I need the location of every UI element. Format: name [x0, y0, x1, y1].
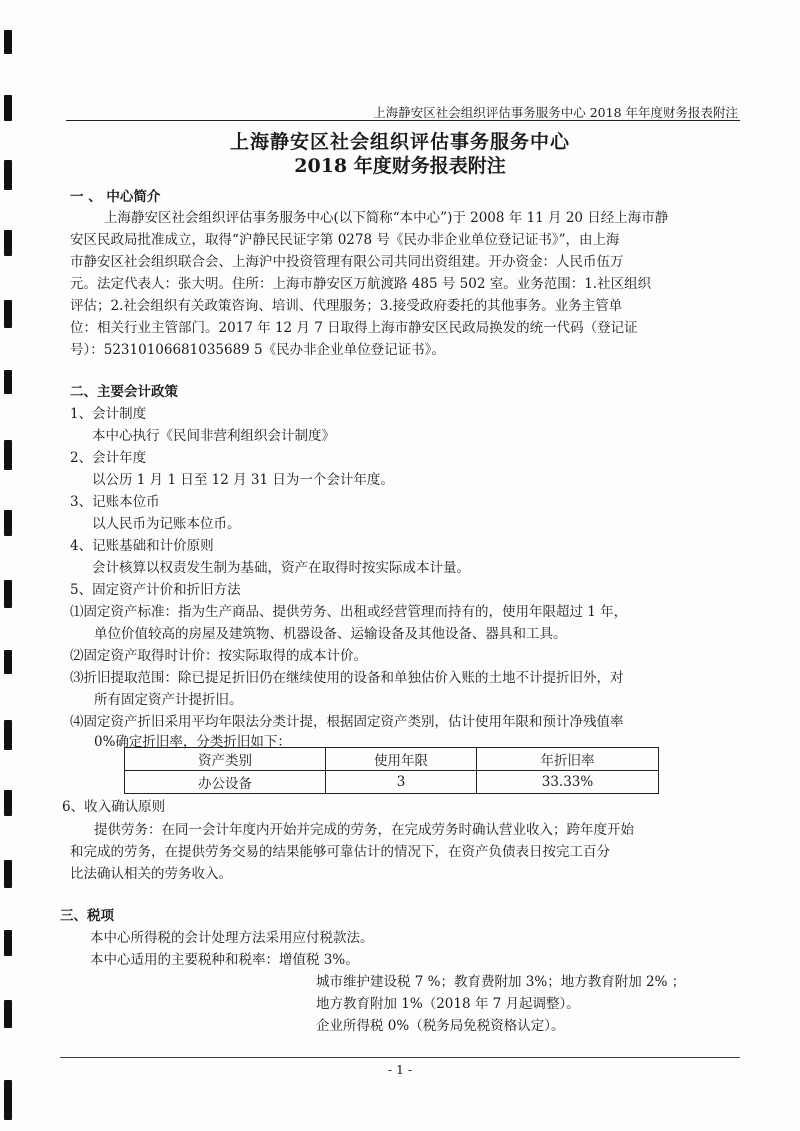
revenue-line: 比法确认相关的劳务收入。: [70, 866, 232, 882]
item-title: 1、会计制度: [70, 406, 147, 422]
item-title: 2、会计年度: [70, 450, 147, 466]
fixed-asset-line: ⑴固定资产标准：指为生产商品、提供劳务、出租或经营管理而持有的，使用年限超过 1 年，: [70, 604, 628, 620]
section-heading: 三、税项: [60, 908, 114, 924]
item-body: 以公历 1 月 1 日至 12 月 31 日为一个会计年度。: [92, 472, 394, 488]
tax-line: 本中心适用的主要税种和税率：增值税 3%。: [90, 952, 359, 968]
table-header-row: [125, 748, 659, 771]
paragraph-line: 安区民政局批准成立，取得“沪静民民证字第 0278 号《民办非企业单位登记证书》”，由上海: [70, 232, 620, 248]
paragraph-line: 号）：52310106681035689 5《民办非企业单位登记证书》。: [70, 342, 445, 358]
tax-subline: 城市维护建设税 7 %；教育费附加 3%；地方教育附加 2% ；: [316, 974, 686, 990]
paragraph-line: 元。法定代表人：张大明。住所：上海市静安区万航渡路 485 号 502 室。业务范围：1.社区组织: [70, 276, 652, 292]
tax-subline: 地方教育附加 1%（2018 年 7 月起调整）。: [316, 996, 580, 1012]
fixed-asset-line: 所有固定资产计提折旧。: [94, 692, 243, 708]
table-header-cell: 资产类别: [125, 748, 326, 771]
revenue-line: 提供劳务：在同一会计年度内开始并完成的劳务，在完成劳务时确认营业收入；跨年度开始: [94, 822, 634, 838]
running-header: 上海静安区社会组织评估事务服务中心 2018 年年度财务报表附注: [373, 105, 738, 120]
fixed-asset-line: 单位价值较高的房屋及建筑物、机器设备、运输设备及其他设备、器具和工具。: [94, 626, 567, 642]
document-title: 上海静安区社会组织评估事务服务中心: [229, 131, 570, 153]
item-title: 6、收入确认原则: [62, 799, 166, 815]
paragraph-line: 市静安区社会组织联合会、上海沪中投资管理有限公司共同出资组建。开办资金：人民币伍万: [70, 254, 624, 270]
paragraph-line: 上海静安区社会组织评估事务服务中心(以下简称“本中心”)于 2008 年 11 月 20 日经上海市静: [104, 210, 669, 226]
page-number: - 1 -: [387, 1062, 413, 1077]
fixed-asset-line: ⑵固定资产取得时计价：按实际取得的成本计价。: [70, 648, 367, 664]
section-heading: 一 、 中心简介: [70, 189, 161, 205]
table-row: [125, 771, 659, 794]
tax-subline: 企业所得税 0%（税务局免税资格认定）。: [316, 1018, 565, 1034]
table-cell: 办公设备: [125, 771, 326, 794]
item-title: 5、固定资产计价和折旧方法: [70, 582, 241, 598]
table-header-cell: 使用年限: [326, 748, 477, 771]
item-title: 4、记账基础和计价原则: [70, 538, 214, 554]
table-cell: 3: [326, 771, 477, 794]
fixed-asset-line: ⑶折旧提取范围：除已提足折旧仍在继续使用的设备和单独估价入账的土地不计提折旧外，对: [70, 670, 624, 686]
paragraph-line: 评估；2.社会组织有关政策咨询、培训、代理服务；3.接受政府委托的其他事务。业务主管单: [70, 298, 623, 314]
footer-divider: [60, 1057, 740, 1058]
section-heading: 二、主要会计政策: [70, 384, 178, 400]
fixed-asset-line: 0%确定折旧率，分类折旧如下：: [94, 734, 291, 750]
header-divider: [66, 120, 740, 121]
item-body: 会计核算以权责发生制为基础，资产在取得时按实际成本计量。: [92, 560, 470, 576]
paragraph-line: 位：相关行业主管部门。2017 年 12 月 7 日取得上海市静安区民政局换发的统一代码（登记证: [70, 320, 638, 336]
item-body: 本中心执行《民间非营利组织会计制度》: [92, 428, 335, 444]
document-subtitle: 2018 年度财务报表附注: [294, 155, 506, 177]
tax-line: 本中心所得税的会计处理方法采用应付税款法。: [90, 930, 374, 946]
table-header-cell: 年折旧率: [477, 748, 659, 771]
fixed-asset-line: ⑷固定资产折旧采用平均年限法分类计提，根据固定资产类别，估计使用年限和预计净残值率: [70, 714, 624, 730]
item-body: 以人民币为记账本位币。: [92, 516, 241, 532]
depreciation-table: [124, 747, 659, 794]
item-title: 3、记账本位币: [70, 494, 160, 510]
revenue-line: 和完成的劳务，在提供劳务交易的结果能够可靠估计的情况下，在资产负债表日按完工百分: [70, 844, 610, 860]
table-cell: 33.33%: [477, 771, 659, 794]
